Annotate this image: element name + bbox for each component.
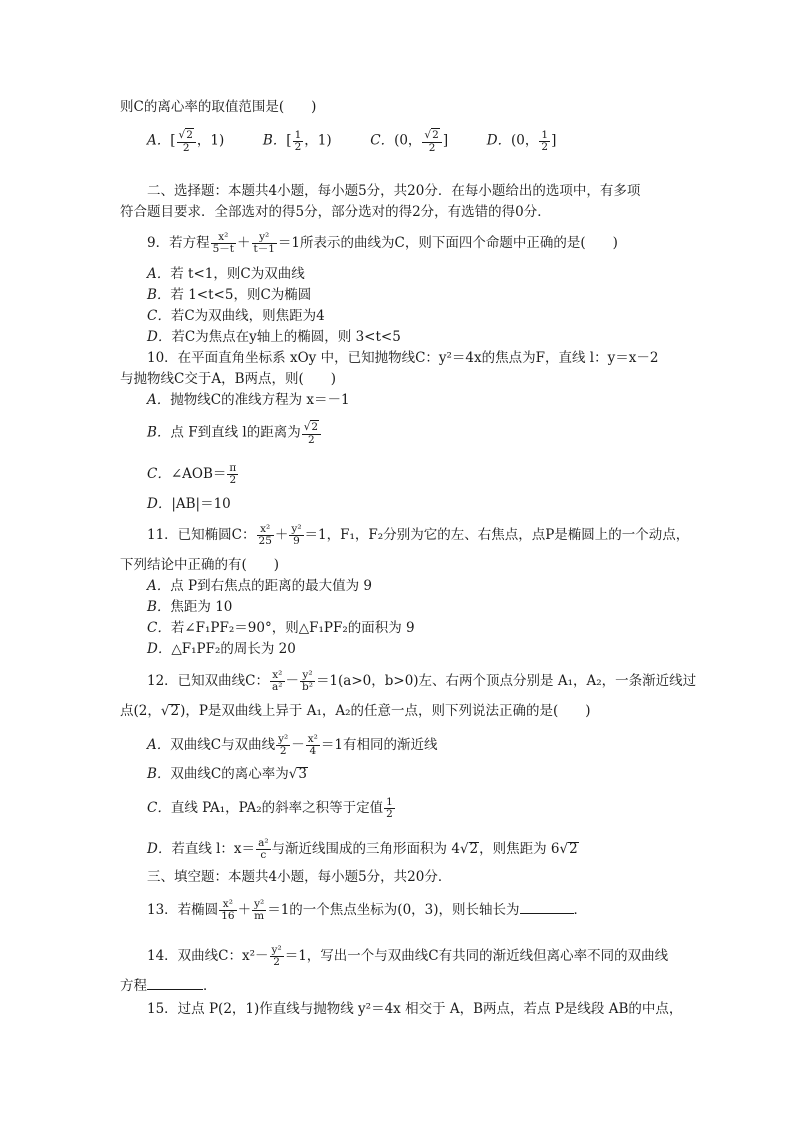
q11-option-a: A．点 P到右焦点的距离的最大值为 9 bbox=[147, 578, 373, 594]
q8-option-c-frac: $\frac{√2}{2}$ bbox=[422, 128, 441, 154]
q9-frac-1: $\frac{\text{x²}}{5-t}$ bbox=[212, 231, 234, 255]
radical-icon: √ bbox=[178, 129, 186, 141]
q9-option-b: B．若 1<t<5，则C为椭圆 bbox=[147, 287, 312, 303]
q8-option-b-label: B． bbox=[262, 132, 287, 149]
q10-stem-line2: 与抛物线C交于A，B两点，则( ) bbox=[120, 371, 337, 387]
radical-icon: √ bbox=[288, 766, 298, 782]
radical-icon: √ bbox=[459, 841, 469, 857]
q11-stem: 11．已知椭圆C： $\frac{\text{x²}}{25}$ ＋ $\frac{\text{y²}}{9}$ ＝1，F₁，F₂分别为它的左、右焦点，点P是椭圆上的一个动点， bbox=[147, 523, 690, 547]
radical-icon: √ bbox=[160, 703, 170, 719]
q11-option-d: D．△F₁PF₂的周长为 20 bbox=[147, 641, 296, 657]
q8-option-c-label: C． bbox=[370, 132, 395, 149]
q11-option-b: B．焦距为 10 bbox=[147, 599, 233, 615]
q10-option-a: A．抛物线C的准线方程为 x＝－1 bbox=[147, 392, 350, 408]
section3-heading: 三、填空题：本题共4小题，每小题5分，共20分． bbox=[147, 869, 452, 885]
q12-option-c: C．直线 PA₁，PA₂的斜率之积等于定值 $\frac{1}{2}$ bbox=[147, 796, 393, 820]
q14-stem-line2: 方程 ． bbox=[120, 978, 217, 994]
q9-frac-2: $\frac{\text{y²}}{t-1}$ bbox=[253, 231, 275, 255]
q10-option-c: C．∠AOB＝ $\frac{\pi}{2}$ bbox=[147, 462, 237, 486]
q12-stem: 12．已知双曲线C： $\frac{\text{x²}}{\text{a²}}$ － $\frac{\text{y²}}{\text{b²}}$ ＝1(a>0，b>0)左、右两个顶点分别是 A₁，A₂，一条渐近线过 bbox=[147, 669, 697, 693]
q8-options: A．[ $\frac{√2}{2}$ ，1) B．[ $\frac{1}{2}$ ，1) C．(0， $\frac{√2}{2}$ ] D．(0， $\frac{1}{2}$ ] bbox=[147, 128, 557, 154]
q12-stem-line2: 点(2，√2)，P是双曲线上异于 A₁，A₂的任意一点，则下列说法正确的是( ) bbox=[120, 703, 591, 719]
q8-option-d-label: D． bbox=[486, 132, 512, 149]
radical-icon: √ bbox=[303, 421, 311, 433]
radical-icon: √ bbox=[559, 841, 569, 857]
q13-stem: 13．若椭圆 $\frac{\text{x²}}{16}$ ＋ $\frac{\text{y²}}{m}$ ＝1的一个焦点坐标为(0，3)，则长轴长为 ． bbox=[147, 898, 588, 922]
q12-option-d: D．若直线 l：x＝ $\frac{\text{a²}}{c}$ 与渐近线围成的三角形面积为 4√2，则焦距为 6√2 bbox=[147, 837, 578, 861]
q8-stem-tail: 则C的离心率的取值范围是( ) bbox=[120, 99, 317, 115]
q11-stem-line2: 下列结论中正确的有( ) bbox=[120, 557, 280, 573]
q15-stem: 15．过点 P(2，1)作直线与抛物线 y²＝4x 相交于 A，B两点，若点 P是线段 AB的中点， bbox=[147, 1001, 683, 1017]
q9-option-d: D．若C为焦点在y轴上的椭圆，则 3<t<5 bbox=[147, 329, 401, 345]
section2-heading-line2: 符合题目要求．全部选对的得5分，部分选对的得2分，有选错的得0分． bbox=[120, 204, 551, 220]
q10-option-b: B．点 F到直线 l的距离为 $\frac{√2}{2}$ bbox=[147, 420, 322, 446]
q8-option-d-frac: $\frac{1}{2}$ bbox=[541, 128, 549, 153]
q10-option-d: D．|AB|＝10 bbox=[147, 496, 231, 512]
q9-option-a: A．若 t<1，则C为双曲线 bbox=[147, 266, 305, 282]
q8-option-a-frac: $\frac{√2}{2}$ bbox=[177, 128, 196, 154]
radical-icon: √ bbox=[424, 129, 432, 141]
q12-option-a: A．双曲线C与双曲线 $\frac{\text{y²}}{2}$ － $\frac{\text{x²}}{4}$ ＝1有相同的渐近线 bbox=[147, 733, 438, 757]
q14-stem: 14．双曲线C：x²－ $\frac{\text{y²}}{2}$ ＝1，写出一个与双曲线C有共同的渐近线但离心率不同的双曲线 bbox=[147, 944, 669, 968]
q14-answer-blank[interactable] bbox=[147, 977, 203, 990]
q10-stem-line1: 10．在平面直角坐标系 xOy 中，已知抛物线C：y²＝4x的焦点为F，直线 l：y＝x－2 bbox=[147, 350, 659, 366]
q9-stem: 9．若方程 $\frac{\text{x²}}{5-t}$ ＋ $\frac{\text{y²}}{t-1}$ ＝1所表示的曲线为C，则下面四个命题中正确的是( ) bbox=[147, 231, 618, 255]
q9-option-c: C．若C为双曲线，则焦距为4 bbox=[147, 308, 325, 324]
q12-option-b: B．双曲线C的离心率为√3 bbox=[147, 766, 307, 782]
q8-option-b-frac: $\frac{1}{2}$ bbox=[294, 128, 302, 153]
q8-option-a-right: ，1) bbox=[196, 132, 225, 149]
q8-option-a-label: A． bbox=[147, 132, 171, 149]
q8-option-a-left: [ bbox=[170, 132, 176, 149]
section2-heading-line1: 二、选择题：本题共4小题，每小题5分，共20分．在每小题给出的选项中，有多项 bbox=[147, 183, 641, 199]
q13-answer-blank[interactable] bbox=[520, 901, 574, 914]
q11-option-c: C．若∠F₁PF₂＝90°，则△F₁PF₂的面积为 9 bbox=[147, 620, 415, 636]
